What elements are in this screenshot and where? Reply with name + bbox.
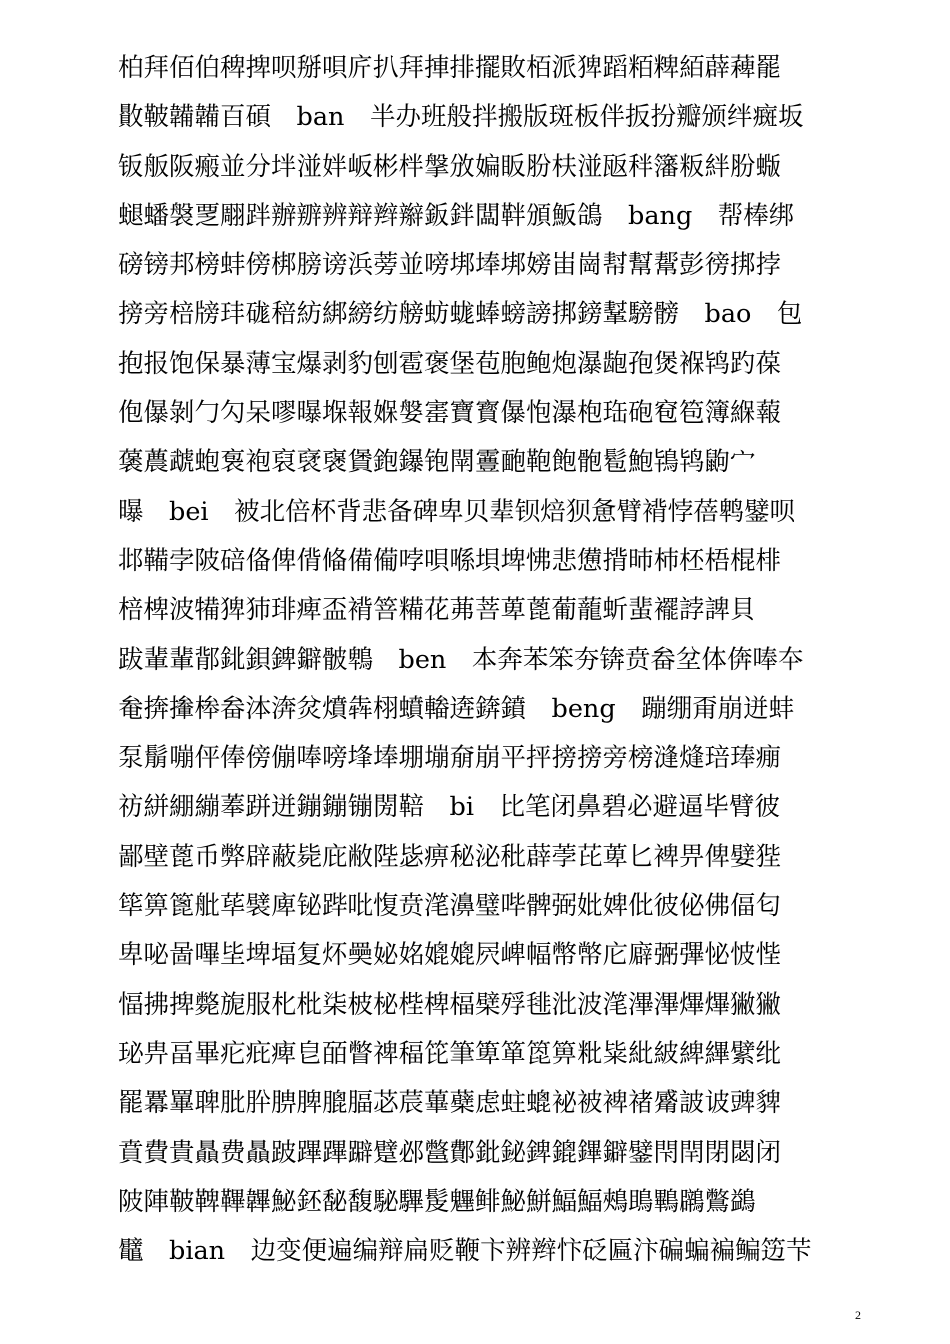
text-line: 邶鞴孛陂碚俻俾偝偹備僃哱唄喺垻埤怫悲憊揹昁杮柸梧棍棑: [118, 545, 782, 576]
text-line: 跋輩輩鄁鉳鋇錍鐴骳鵯 ben 本奔苯笨夯锛贲畚坌体倴唪夲: [118, 644, 804, 675]
text-line: 卑咇啚嗶坒埤堛复炋奰妼姳媲媲屄崥幅幣幤庀廦弻彃怭怶悂: [118, 940, 782, 971]
pinyin-character-list: [118, 44, 898, 1276]
text-line: 祊絣綳繃菶跰迸鏰鏰镚閍鞛 bi 比笔闭鼻碧必避逼毕臂彼: [118, 792, 780, 823]
text-line: 鄙壁蓖币弊辟蔽毙庇敝陛毖痹秘泌秕薜荸芘萆匕裨畀俾嬖狴: [118, 841, 782, 872]
text-line: 贁鞁韛韛百碩 ban 半办班般拌搬版斑板伴扳扮瓣颁绊癍坂: [118, 102, 804, 133]
text-line: 賁費貴贔费贔跛蹕蹕躃躄邲鄨鄪鈚鉍錍鎞鏎鐴鐾閇閈閉閟闭: [118, 1137, 782, 1168]
text-line: 奙捹撪桳畚泍渀炃燌犇栩蟦輽逩錛鐼 beng 蹦绷甭崩迸蚌: [118, 693, 795, 724]
text-line: 钣舨阪瘢並分坢湴姅岅彬柈搫攽媥眅肦枎湴瓪秚籓粄絆肦蝂: [118, 151, 782, 182]
text-line: 曝 bei 被北倍杯背悲备碑卑贝辈钡焙狈惫臂褙悖蓓鹎鐾呗: [118, 496, 796, 527]
text-line: 藵蕽虣蚫袌袍裒裦襃賲鉋鑤铇閛霻靤鞄飽骲髱鮑鴇鸨鼩宀: [118, 447, 756, 478]
text-line: 陂陣鞁鞞鞸韠鮅鉟馝馥駜驆髲魓鲱鮅鮩鰏鰏鵊鴡鷝鸊鷩鷁: [118, 1186, 756, 1217]
text-line: 愊拂捭斃旎服朼枇柒柀柲梐椑楅檗殍毴沘波滗滭滭熚熚獙獙: [118, 989, 782, 1020]
text-line: 鼊 bian 边变便遍编辩扁贬鞭卞辨辫忭砭匾汴碥蝙褊鳊笾芐: [118, 1236, 812, 1267]
text-line: 泵鬅嘣伻俸傍傰唪嗙埄埲堋塴奟崩平抨搒搒旁榜漨熢琣琫痭: [118, 743, 782, 774]
text-line: 罷羃罼聛肶肸腗脾膍腷苾莀蓽蘗虑蛀螕袐被裨禇觱詖诐豍貏: [118, 1088, 782, 1119]
text-line: 柏拜佰伯稗捭呗掰唄庍扒拜捙排擺敗栢派猈蹈粨粺絔薜薭罷: [118, 53, 782, 83]
text-line: 搒旁棓牓玤硥稖紡綁縍纺艕蚄蛖蜯螃謗挷鎊鞤騯髈 bao 包: [118, 299, 803, 330]
text-line: 佨儤剝勹勽呆嘐曝堢報媬媻寚寶寳儤怉瀑枹珤砲窇笣簿緥蕔: [118, 398, 782, 429]
text-line: 棓椑波犕猈犻琲痺盃褙箁糒花茀菩萆蓖葡蘢蚚蜚襬誖諀貝: [118, 595, 756, 626]
text-line: 抱报饱保暴薄宝爆剥豹刨雹褒堡苞胞鲍炮瀑龅孢煲褓鸨趵葆: [118, 348, 782, 379]
text-line: 珌畁畐畢疕疪痺皀皕瞥禆稫笓筆箄箪箆箅粃粊紕紴綼縪繴纰: [118, 1038, 782, 1069]
page-number: 2: [855, 1308, 861, 1322]
text-line: 磅镑邦榜蚌傍梆膀谤浜蒡並嗙垹埲垹嫎峀崗幇幫幚彭徬挷挬: [118, 250, 782, 281]
text-line: 筚箅篦舭荜襞庳铋跸吡愎贲滗濞璧哔髀弼妣婢仳彼佖佛偪匂: [118, 891, 782, 922]
text-line: 螁蟠褩覂翢跘辦辧辨辩辫辮鈑鉡闆靽頒魬鴿 bang 帮棒绑: [118, 200, 795, 231]
